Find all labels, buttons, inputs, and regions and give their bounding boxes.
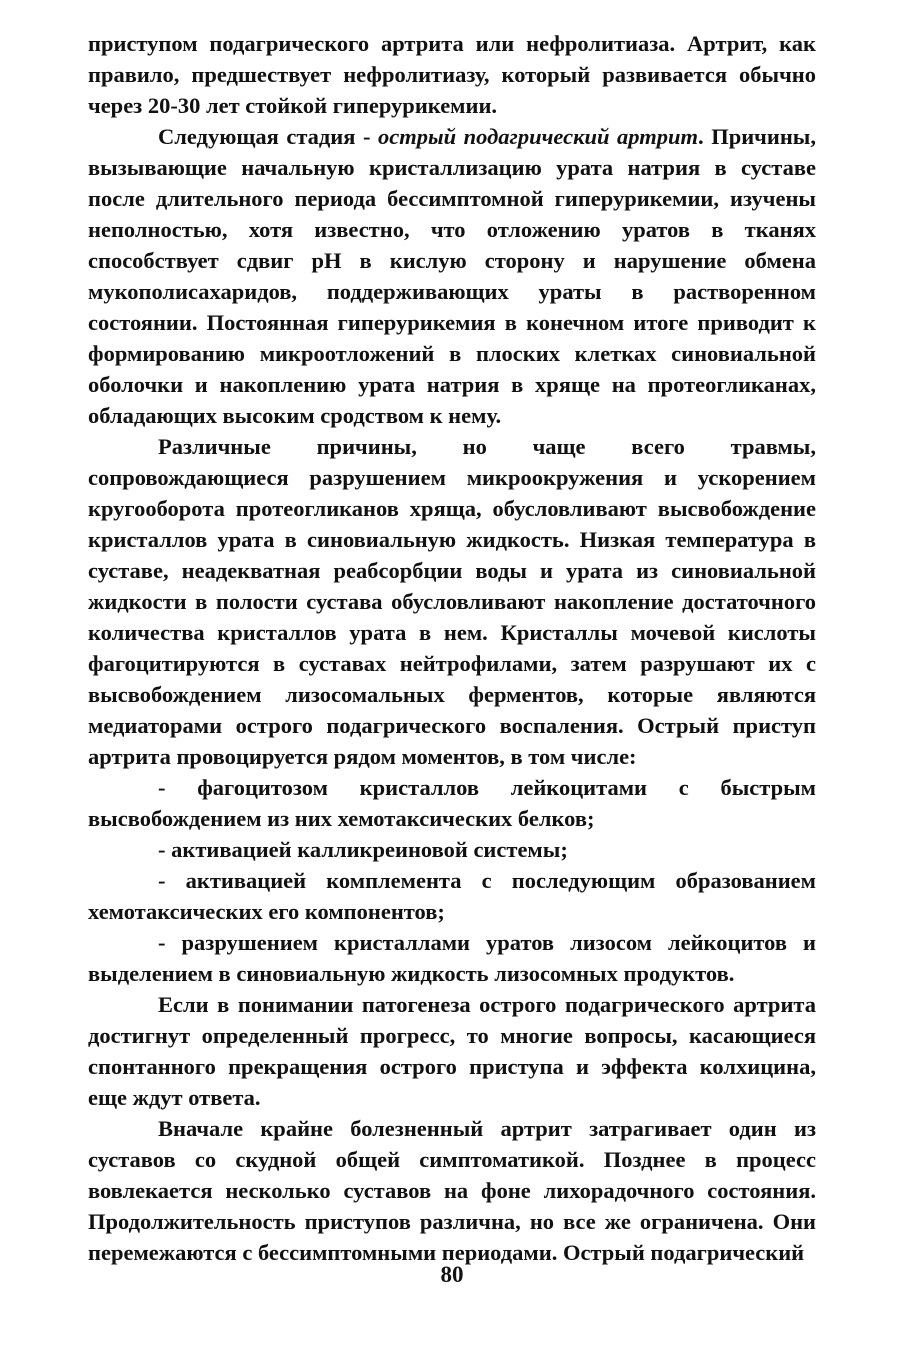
paragraph-clinical-course: Вначале крайне болезненный артрит затрагивает один из суставов со скудной общей симптоматикой. Позднее в процесс вовлекается несколько суставов на фоне лихорадочного состояния. Продолжительность приступов различна, но все же ограничена. Они перемежаются с бессимптомными периодами. Острый подагрический [88,1116,816,1265]
list-item-phagocytosis: - фагоцитозом кристаллов лейкоцитами с быстрым высвобождением из них хемотаксических белков; [88,775,816,831]
list-item-complement: - активацией комплемента с последующим образованием хемотаксических его компонентов; [88,868,816,924]
page-number: 80 [440,1262,464,1287]
paragraph-body-text: . Причины, вызывающие начальную кристаллизацию урата натрия в суставе после длительного периода бессимптомной гиперурикемии, изучены неполностью, хотя известно, что отложению уратов в тканях способствует сдвиг рН в кислую сторону и нарушение обмена мукополисахаридов, поддерживающих ураты в растворенном состоянии. Постоянная гиперурикемия в конечном итоге приводит к формированию микроотложений в плоских клетках синовиальной оболочки и накоплению урата натрия в хряще на протеогликанах, обладающих высоким сродством к нему. [88,124,816,428]
list-item-lysosomes: - разрушением кристаллами уратов лизосом лейкоцитов и выделением в синовиальную жидкость лизосомных продуктов. [88,930,816,986]
page-body [88,28,816,1268]
paragraph-acute-stage [88,121,816,431]
paragraph-causes: Различные причины, но чаще всего травмы, сопровождающиеся разрушением микроокружения и ускорением кругооборота протеогликанов хряща, обусловливают высвобождение кристаллов урата в синовиальную жидкость. Низкая температура в суставе, неадекватная реабсорбции воды и урата из синовиальной жидкости в полости сустава обусловливают накопление достаточного количества кристаллов урата в нем. Кристаллы мочевой кислоты фагоцитируются в суставах нейтрофилами, затем разрушают их с высвобождением лизосомальных ферментов, которые являются медиаторами острого подагрического воспаления. Острый приступ артрита провоцируется рядом моментов, в том числе: [88,434,816,769]
paragraph-continued: приступом подагрического артрита или нефролитиаза. Артрит, как правило, предшествует нефролитиазу, который развивается обычно через 20-30 лет стойкой гиперурикемии. [88,31,816,118]
paragraph-pathogenesis: Если в понимании патогенеза острого подагрического артрита достигнут определенный прогресс, то многие вопросы, касающиеся спонтанного прекращения острого приступа и эффекта колхицина, еще ждут ответа. [88,992,816,1110]
emphasis-term: острый подагрический артрит [378,124,699,149]
paragraph-lead-text: Следующая стадия - [158,124,378,149]
list-item-kallikrein: - активацией калликреиновой системы; [158,837,568,862]
